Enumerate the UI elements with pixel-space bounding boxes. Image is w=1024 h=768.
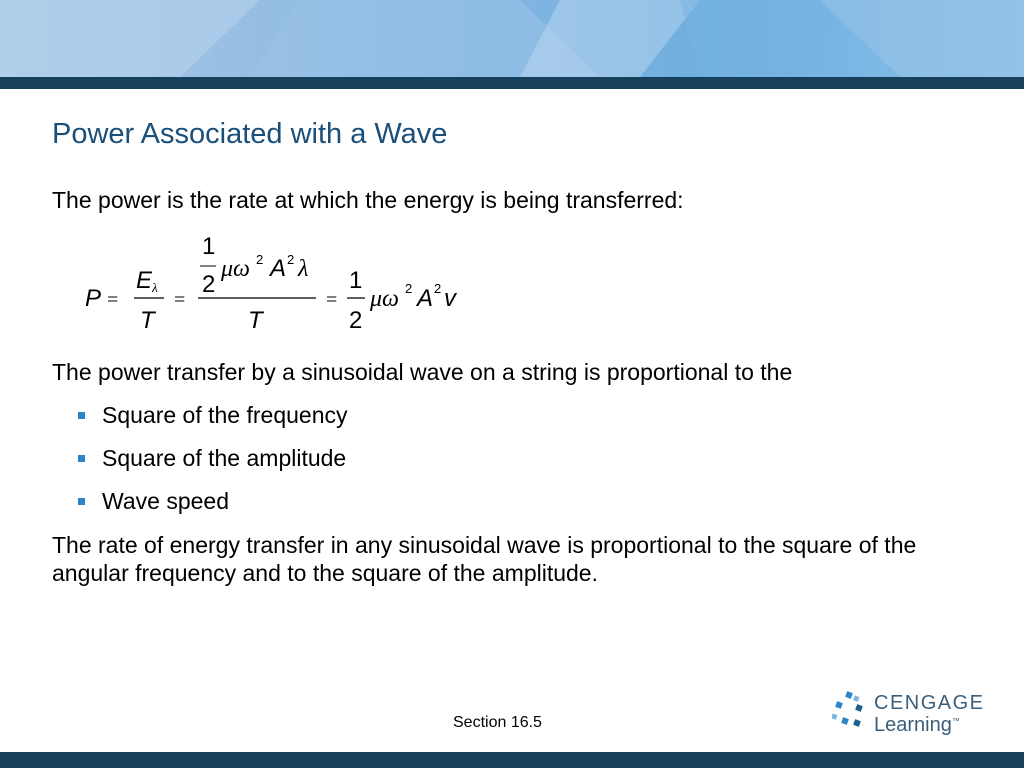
logo-tm: ™ — [951, 716, 960, 726]
eq-equals-2: = — [174, 289, 186, 311]
logo-learning-text: Learning — [874, 714, 952, 736]
eq-e-sub: λ — [152, 280, 158, 295]
eq-mu-omega-2: μω — [370, 286, 399, 312]
logo-wordmark-learning — [874, 714, 960, 737]
eq-lambda: λ — [298, 256, 309, 282]
bullet-text: Square of the frequency — [102, 402, 348, 428]
eq-t-2: T — [248, 307, 263, 334]
bullet-item — [78, 488, 229, 515]
bullet-text: Square of the amplitude — [102, 445, 347, 471]
slide-title: Power Associated with a Wave — [52, 118, 448, 150]
eq-equals-1: = — [107, 289, 119, 311]
eq-half-den-2: 2 — [349, 307, 363, 334]
footer-bar — [0, 752, 1024, 768]
intro-text: The power is the rate at which the energy is being transferred: — [52, 187, 684, 213]
banner-decoration — [0, 0, 1024, 77]
eq-sq-4: 2 — [434, 281, 442, 296]
conclusion-text: The rate of energy transfer in any sinusoidal wave is proportional to the square of the angular frequency and to the square of the amplitude. — [52, 532, 917, 586]
cengage-logo-icon — [832, 690, 872, 740]
bullet-square-icon — [78, 498, 85, 505]
footer-section-label: Section 16.5 — [453, 714, 542, 731]
header-rule — [0, 77, 1024, 89]
eq-half-den: 2 — [202, 271, 216, 298]
eq-half-num: 1 — [202, 233, 216, 260]
eq-sq-2: 2 — [287, 252, 295, 267]
logo-wordmark-cengage: CENGAGE — [874, 692, 985, 714]
header-banner — [0, 0, 1024, 77]
eq-a-2: A — [417, 285, 434, 312]
bullet-item — [78, 445, 346, 472]
proportional-intro-text: The power transfer by a sinusoidal wave on a string is proportional to the — [52, 359, 793, 385]
eq-a-1: A — [270, 255, 287, 282]
eq-equals-3: = — [326, 289, 338, 311]
eq-mu-omega: μω — [221, 256, 250, 282]
eq-sq-3: 2 — [405, 281, 413, 296]
eq-sq-1: 2 — [256, 252, 264, 267]
eq-v: v — [444, 285, 456, 312]
bullet-item — [78, 402, 348, 429]
bullet-square-icon — [78, 412, 85, 419]
power-equation — [80, 230, 500, 340]
bullet-square-icon — [78, 455, 85, 462]
eq-e: E — [136, 267, 153, 294]
eq-half-num-2: 1 — [349, 267, 363, 294]
bullet-text: Wave speed — [102, 488, 229, 514]
eq-t-1: T — [140, 307, 155, 334]
eq-p: P — [85, 285, 102, 312]
